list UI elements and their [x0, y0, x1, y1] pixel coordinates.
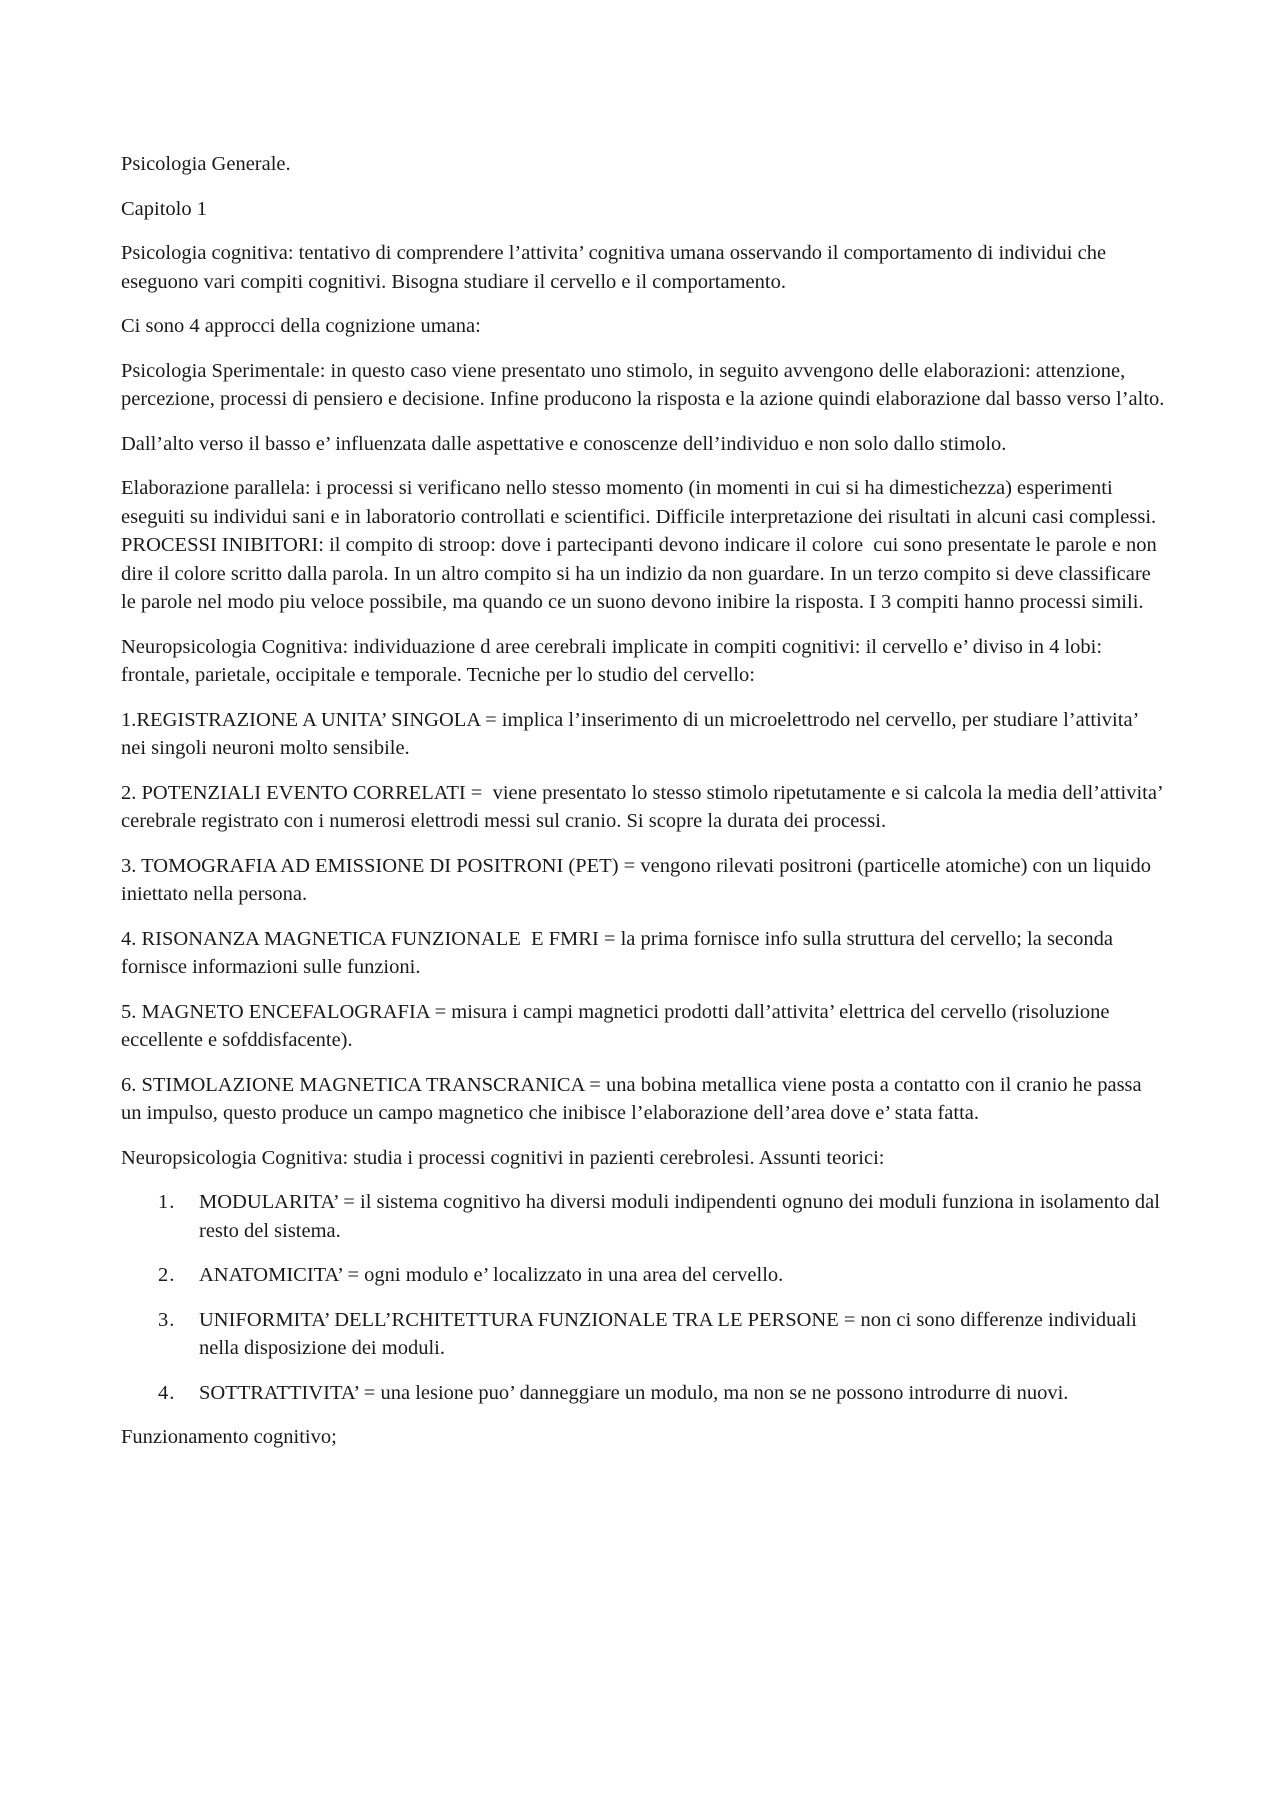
list-item	[121, 1379, 1166, 1408]
list-item	[121, 1306, 1166, 1363]
technique-item: 6. STIMOLAZIONE MAGNETICA TRANSCRANICA = una bobina metallica viene posta a contatto con il cranio he passa un impulso, questo produce un campo magnetico che inibisce l’elaborazione dell’area dove e’ stata fatta.	[121, 1073, 1147, 1124]
list-number: 3.	[158, 1308, 176, 1331]
paragraph: Psicologia cognitiva: tentativo di comprendere l’attivita’ cognitiva umana osservando il comportamento di individui che eseguono vari compiti cognitivi. Bisogna studiare il cervello e il comportamento.	[121, 242, 1112, 293]
closing-line: Funzionamento cognitivo;	[121, 1426, 337, 1448]
technique-item: 2. POTENZIALI EVENTO CORRELATI = viene presentato lo stesso stimolo ripetutamente e si calcola la media dell’attivita’ cerebrale registrato con i numerosi elettrodi messi sul cranio. Si scopre la durata dei processi.	[121, 781, 1168, 832]
list-number: 4.	[158, 1381, 176, 1404]
paragraph: Neuropsicologia Cognitiva: individuazione d aree cerebrali implicate in compiti cognitivi: il cervello e’ diviso in 4 lobi: frontale, parietale, occipitale e temporale. Tecniche per lo studio del cervello:	[121, 635, 1108, 686]
document-title: Psicologia Generale.	[121, 153, 291, 175]
technique-item: 1.REGISTRAZIONE A UNITA’ SINGOLA = implica l’inserimento di un microelettrodo nel cervello, per studiare l’attivita’ nei singoli neuroni molto sensibile.	[121, 708, 1143, 759]
document-page	[121, 150, 1166, 1468]
list-text: UNIFORMITA’ DELL’RCHITETTURA FUNZIONALE TRA LE PERSONE = non ci sono differenze individuali nella disposizione dei moduli.	[199, 1308, 1137, 1359]
paragraph: Ci sono 4 approcci della cognizione umana:	[121, 315, 481, 337]
list-text: SOTTRATTIVITA’ = una lesione puo’ danneggiare un modulo, ma non se ne possono introdurre di nuovi.	[199, 1381, 1069, 1404]
paragraph: Dall’alto verso il basso e’ influenzata dalle aspettative e conoscenze dell’individuo e non solo dallo stimolo.	[121, 432, 1007, 455]
list-item	[121, 1188, 1166, 1245]
list-text: MODULARITA’ = il sistema cognitivo ha diversi moduli indipendenti ognuno dei moduli funziona in isolamento dal resto del sistema.	[199, 1191, 1160, 1242]
chapter-heading: Capitolo 1	[121, 197, 207, 220]
assumptions-list	[121, 1188, 1166, 1407]
list-text: ANATOMICITA’ = ogni modulo e’ localizzato in una area del cervello.	[199, 1264, 784, 1286]
paragraph: Elaborazione parallela: i processi si verificano nello stesso momento (in momenti in cui si ha dimestichezza) esperimenti eseguiti su individui sani e in laboratorio controllati e scientifici. Difficile interpretazione dei risultati in alcuni casi complessi. PROCESSI INIBITORI: il compito di stroop: dove i partecipanti devono indicare il colore cui sono presentate le parole e non dire il colore scritto dalla parola. In un altro compito si ha un indizio da non guardare. In un terzo compito si deve classificare le parole nel modo piu veloce possibile, ma quando ce un suono devono inibire la risposta. I 3 compiti hanno processi simili.	[121, 477, 1162, 613]
paragraph: Psicologia Sperimentale: in questo caso viene presentato uno stimolo, in seguito avvengono delle elaborazioni: attenzione, percezione, processi di pensiero e decisione. Infine producono la risposta e la azione quindi elaborazione dal basso verso l’alto.	[121, 359, 1165, 410]
list-number: 2.	[158, 1264, 176, 1286]
paragraph: Neuropsicologia Cognitiva: studia i processi cognitivi in pazienti cerebrolesi. Assunti teorici:	[121, 1146, 885, 1169]
technique-item: 4. RISONANZA MAGNETICA FUNZIONALE E FMRI = la prima fornisce info sulla struttura del cervello; la seconda fornisce informazioni sulle funzioni.	[121, 927, 1119, 978]
list-item	[121, 1261, 1166, 1290]
technique-item: 3. TOMOGRAFIA AD EMISSIONE DI POSITRONI (PET) = vengono rilevati positroni (particelle atomiche) con un liquido iniettato nella persona.	[121, 854, 1157, 905]
list-number: 1.	[158, 1191, 176, 1213]
technique-item: 5. MAGNETO ENCEFALOGRAFIA = misura i campi magnetici prodotti dall’attivita’ elettrica del cervello (risoluzione eccellente e sofddisfacente).	[121, 1000, 1115, 1051]
